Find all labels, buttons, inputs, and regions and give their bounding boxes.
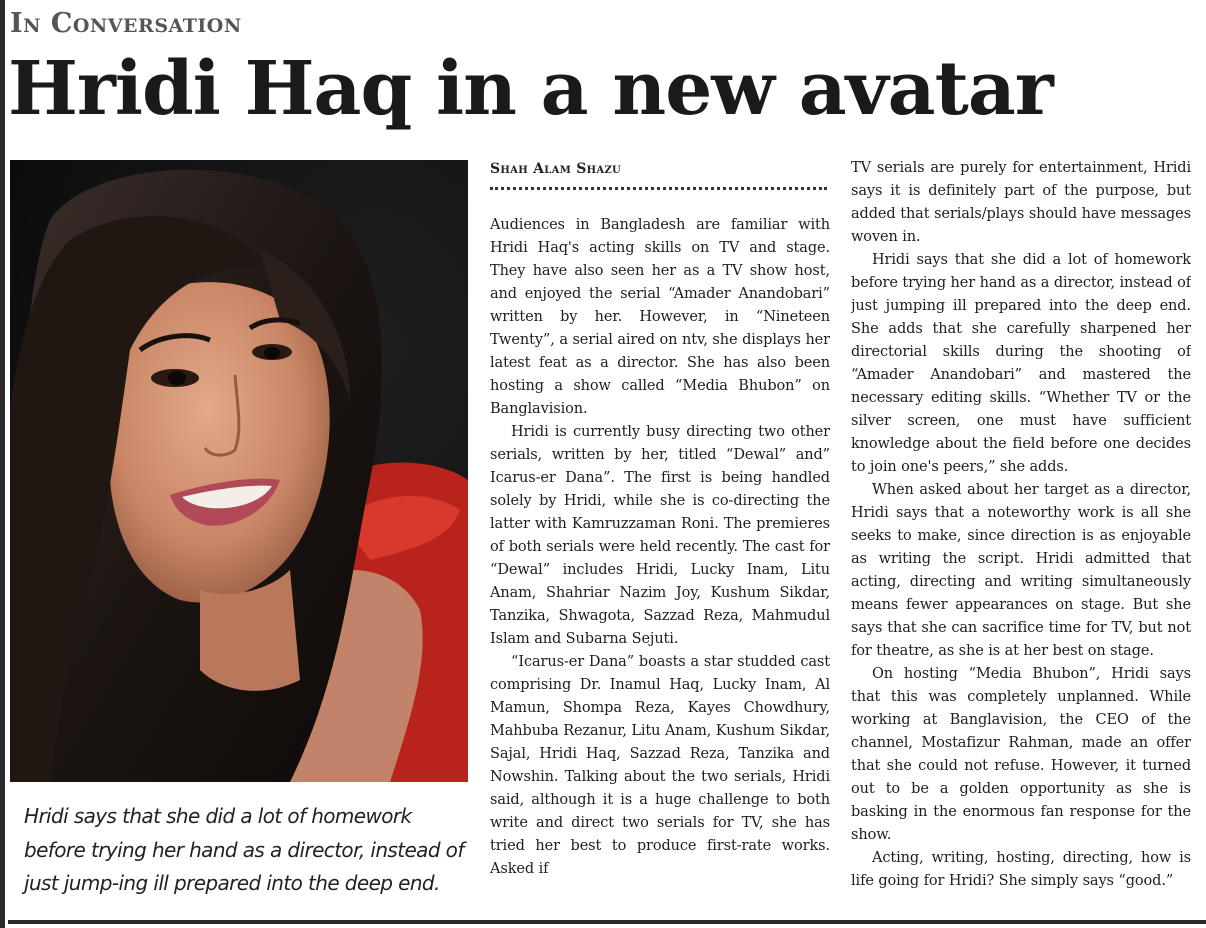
paragraph: TV serials are purely for entertainment, Hridi says it is definitely part of the purpose, but added that serials/plays should have messages woven in. <box>851 160 1191 245</box>
author-byline: Shah Alam Shazu <box>490 161 622 177</box>
paragraph: Hridi says that she did a lot of homework before trying her hand as a director, instead of just jumping ill prepared into the deep end. She adds that she carefully sharpened her directorial skills during the shooting of “Amader Anandobari” and mastered the necessary editing skills. “Whether TV or the silver screen, one must have sufficient knowledge about the field before one decides to join one's peers,” she adds. <box>851 252 1191 475</box>
paragraph: “Icarus-er Dana” boasts a star studded cast comprising Dr. Inamul Haq, Lucky Inam, Al Mamun, Shompa Reza, Kayes Chowdhury, Mahbuba Rezanur, Litu Anam, Kushum Sikdar, Sajal, Hridi Haq, Sazzad Reza, Tanzika and Nowshin. Talking about the two serials, Hridi said, although it is a huge challenge to both write and direct two serials for TV, she has tried her best to produce first-rate works. Asked if <box>490 654 830 877</box>
article-headline: Hridi Haq in a new avatar <box>8 46 1053 132</box>
portrait-photo <box>10 160 468 782</box>
paragraph: Acting, writing, hosting, directing, how is life going for Hridi? She simply says “good.” <box>851 850 1191 889</box>
photo-caption: Hridi says that she did a lot of homework before trying her hand as a director, instead of just jump-ing ill prepared into the deep end. <box>24 804 464 895</box>
paragraph: Hridi is currently busy directing two other serials, written by her, titled “Dewal” and” Icarus-er Dana”. The first is being handled solely by Hridi, while she is co-directing the latter with Kamruzzaman Roni. The premieres of both serials were held recently. The cast for “Dewal” includes Hridi, Lucky Inam, Litu Anam, Shahriar Nazim Joy, Kushum Sikdar, Tanzika, Shwagota, Sazzad Reza, Mahmudul Islam and Subarna Sejuti. <box>490 424 830 647</box>
paragraph: When asked about her target as a director, Hridi says that a noteworthy work is all she seeks to make, since direction is as enjoyable as writing the script. Hridi admitted that acting, directing and writing simultaneously means fewer appearances on stage. But she says that she can sacrifice time for TV, but not for theatre, as she is at her best on stage. <box>851 482 1191 659</box>
portrait-illustration <box>10 160 468 782</box>
article-column-2 <box>851 157 1191 917</box>
article-column-1 <box>490 214 830 914</box>
paragraph: Audiences in Bangladesh are familiar with Hridi Haq's acting skills on TV and stage. They have also seen her as a TV show host, and enjoyed the serial “Amader Anandobari” written by her. However, in “Nineteen Twenty”, a serial aired on ntv, she displays her latest feat as a director. She has also been hosting a show called “Media Bhubon” on Banglavision. <box>490 217 830 417</box>
byline-dotted-divider <box>490 187 827 190</box>
left-margin-rule <box>0 0 5 928</box>
section-kicker: In Conversation <box>10 8 242 39</box>
paragraph: On hosting “Media Bhubon”, Hridi says that this was completely unplanned. While working at Banglavision, the CEO of the channel, Mostafizur Rahman, made an offer that she could not refuse. However, it turned out to be a golden opportunity as she is basking in the enormous fan response for the show. <box>851 666 1191 843</box>
bottom-rule <box>8 920 1206 924</box>
